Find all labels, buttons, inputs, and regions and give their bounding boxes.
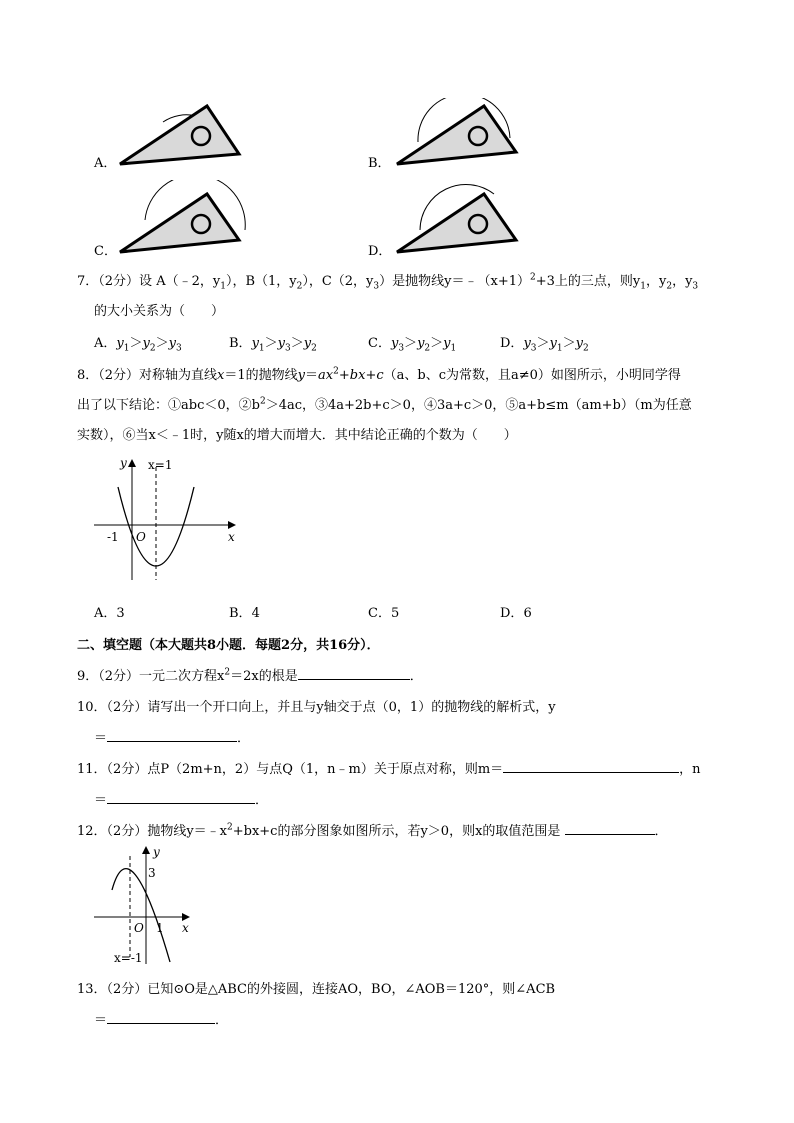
q8-option-a[interactable]: A．3 <box>94 606 125 621</box>
q12-parabola-graph <box>90 842 200 967</box>
symmetry-label: x=-1 <box>114 951 143 965</box>
q7-option-c[interactable]: C．$y_3>y_2>y_1$ <box>368 336 457 354</box>
q12: 12．（2分）抛物线$y=﹣x^2+bx+c$的部分图象如图所示，若y＞0，则x的取值范围是 ． <box>77 822 668 839</box>
q11-line1: 11．（2分）点P（2m+n，2）与点Q（1，n﹣m）关于原点对称，则m＝ ，n <box>77 758 701 777</box>
minus-one-label: -1 <box>107 530 119 544</box>
q9: 9．（2分）一元二次方程$x^2=2x$的根是 ． <box>77 667 423 684</box>
option-d-figure <box>392 182 527 256</box>
symmetry-label: x=1 <box>148 458 173 472</box>
q7-line1: 7．（2分）设 A（﹣2，$y_1$），B（1，$y_2$），C（2，$y_3$）是抛物线$y=﹣(x+1)^2+3$上的三点，则$y_1$，$y_2$，$y_3$ <box>77 272 699 292</box>
q8-line3: 实数），⑥当x＜﹣1时，y随x的增大而增大．其中结论正确的个数为（ ） <box>77 428 517 443</box>
option-a-figure <box>115 100 245 170</box>
q11-line2: ＝ ． <box>94 789 268 808</box>
origin-label: O <box>134 921 144 935</box>
parabola <box>112 869 170 962</box>
y-axis-label: y <box>120 456 127 470</box>
option-c-label: C． <box>94 244 117 259</box>
q13-answer-blank[interactable] <box>107 1010 215 1024</box>
option-b-figure <box>392 98 522 168</box>
origin-label: O <box>136 530 146 544</box>
q7-line2: 的大小关系为（ ） <box>94 304 225 319</box>
q7-option-d[interactable]: D．$y_3>y_1>y_2$ <box>500 336 589 354</box>
option-d-label: D． <box>368 244 392 259</box>
q10-line2: ＝ ． <box>94 727 250 746</box>
q9-answer-blank[interactable] <box>298 666 410 680</box>
option-c-figure <box>115 180 250 256</box>
y-axis-label: y <box>153 845 160 859</box>
x-axis-label: x <box>182 921 189 935</box>
q11-m-blank[interactable] <box>503 759 679 773</box>
q8-parabola-graph <box>90 455 240 585</box>
one-label: 1 <box>156 921 164 935</box>
q11-n-blank[interactable] <box>107 790 255 804</box>
q13-line2: ＝ ． <box>94 1009 228 1028</box>
q8-option-d[interactable]: D．6 <box>500 606 532 621</box>
x-axis-label: x <box>228 530 235 544</box>
q8-option-c[interactable]: C．5 <box>368 606 400 621</box>
q13-line1: 13．（2分）已知⊙O是△ABC的外接圆，连接AO，BO，∠AOB＝120°，则∠ACB <box>77 982 556 997</box>
three-label: 3 <box>148 866 156 880</box>
q7-option-b[interactable]: B．$y_1>y_3>y_2$ <box>229 336 317 354</box>
option-b-label: B． <box>368 156 391 171</box>
q10-answer-blank[interactable] <box>107 728 237 742</box>
q8-line1: 8．（2分）对称轴为直线x＝1的抛物线$y=ax^2+bx+c(a$、b、c为常数，且a≠0）如图所示，小明同学得 <box>77 366 681 383</box>
section-2-title: 二、填空题（本大题共8小题．每题2分，共16分）． <box>77 638 380 653</box>
option-a-label: A． <box>94 156 117 171</box>
q10-line1: 10．（2分）请写出一个开口向上，并且与y轴交于点（0，1）的抛物线的解析式，y <box>77 700 556 715</box>
q8-option-b[interactable]: B．4 <box>229 606 260 621</box>
q7-option-a[interactable]: A．$y_1>y_2>y_3$ <box>94 336 182 354</box>
q8-line2: 出了以下结论：①abc＜0，$②b^2>4ac$，③4a+2b+c＞0，④3a+c＞0，⑤a+b≤m（am+b）（m为任意 <box>77 396 692 413</box>
q12-answer-blank[interactable] <box>565 821 655 835</box>
